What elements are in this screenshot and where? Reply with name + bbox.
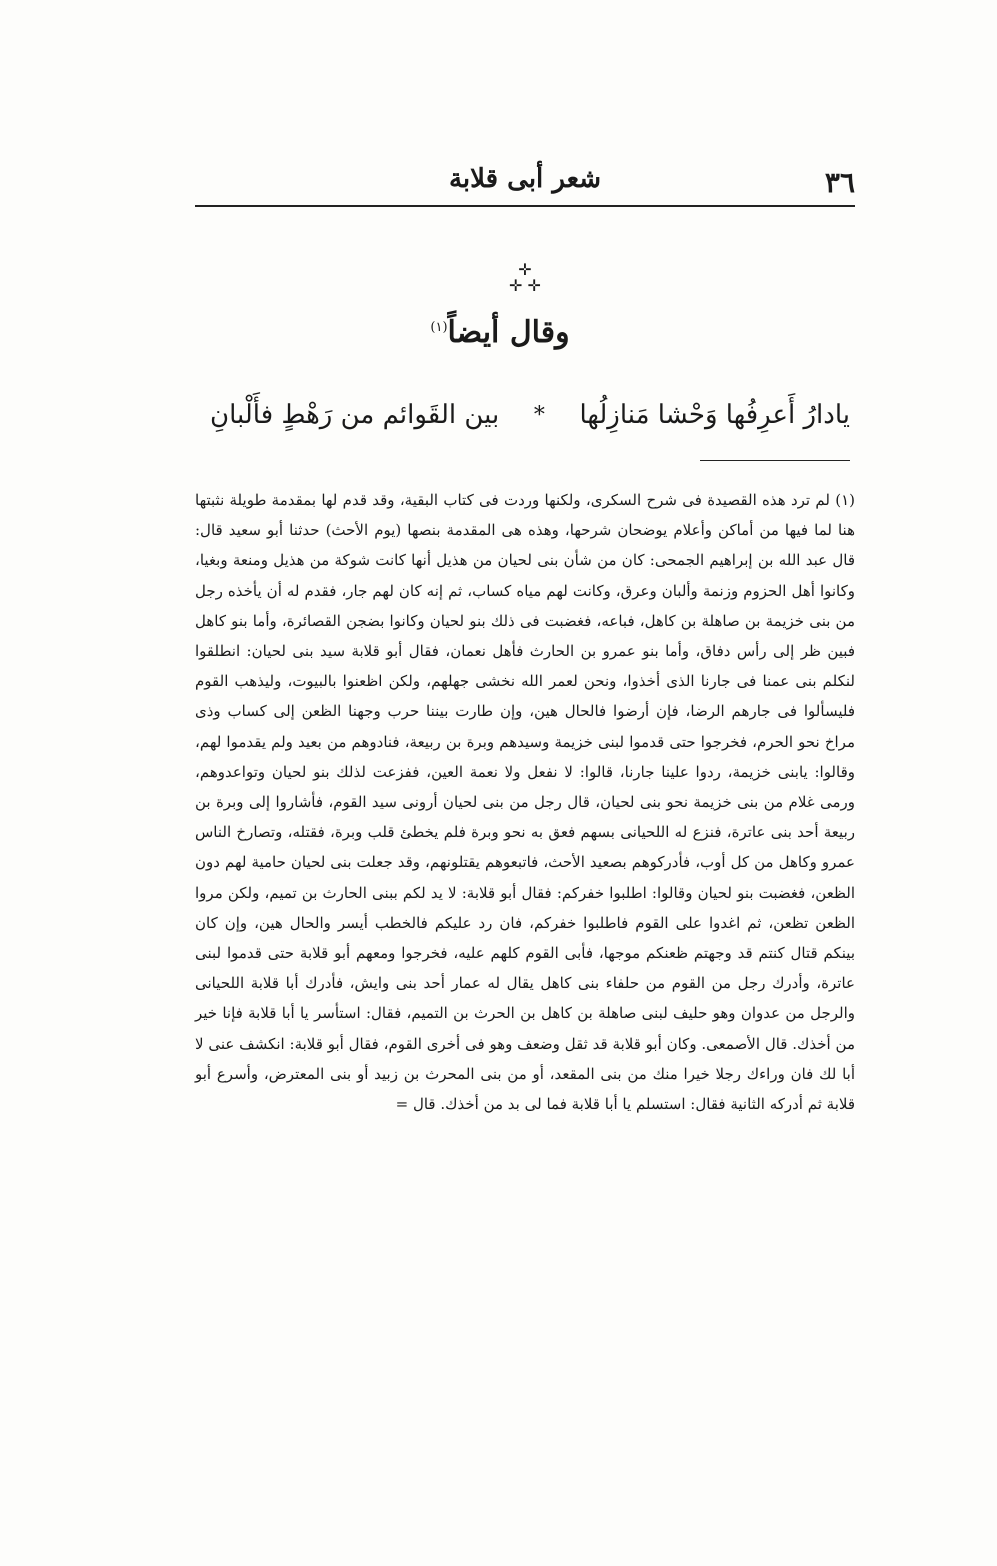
footnote-text: (١) لم ترد هذه القصيدة فى شرح السكرى، ولكنها وردت فى كتاب البقية، وقد قدم لها بمقدمة طويلة نثبتها هنا لما فيها من أماكن وأعلام يوضحان شرحها، وهذه هى المقدمة بنصها (يوم الأحث) حدثنا أبو سعيد قال: قال عبد الله بن إبراهيم الجمحى: كان من شأن بنى لحيان من هذيل أنها كانت شوكة من هذيل ومنعة وبغيا، وكانوا أهل الحزوم وزنمة وألبان وعرق، وكانت لهم مياه كساب، ثم إنه كان لهم جار، فقدم له أن يأخذه رجل من بنى خزيمة بن صاهلة بن كاهل، فباعه، فغضبت فى ذلك بنو لحيان وكانوا بضجن القصائرة، وأما بنو كاهل فبين ظر إلى رأس دفاق، وأما بنو عمرو بن الحارث فأهل نعمان، فقال أبو قلابة سيد بنى لحيان: انطلقوا لنكلم بنى عمنا فى جارنا الذى أخذوا، ونحن لعمر الله نخشى جهلهم، ولكن اظعنوا بالبيوت، وليذهب القوم فليسألوا فى جارهم الرضا، فإن أرضوا فالحال هين، وإن طارت بيننا حرب وجهنا الظعن إلى كساب وذى مراخ نحو الحرم، فخرجوا حتى قدموا لبنى خزيمة وسيدهم وبرة بن ربيعة، فنادوهم من بعيد ولم يقدموا لهم، وقالوا: يابنى خزيمة، ردوا علينا جارنا، قالوا: لا نفعل ولا نعمة العين، ففزعت لذلك بنو لحيان وتواعدوهم، ورمى غلام من بنى خزيمة نحو بنى لحيان، قال رجل من بنى لحيان أرونى سيد القوم، فأشاروا إلى وبرة بن ربيعة أحد بنى عاترة، فنزع له اللحيانى بسهم فعق به نحو وبرة فلم يخطئ قلب وبرة، فقتله، وتصارخ الناس عمرو وكاهل من كل أوب، فأدركوهم بصعيد الأحث، فاتبعوهم يقتلونهم، وقد جعلت بنى لحيان حامية لهم دون الظعن، فغضبت بنو لحيان وقالوا: اطلبوا خفركم: فقال أبو قلابة: لا يد لكم ببنى الحارث بن تميم، ولكن مروا الظعن تظعن، ثم اغدوا على القوم فاطلبوا خفركم، فان رد عليكم فالخطب أيسر والحال هين، وإن كان بينكم قتال كنتم قد وجهتم ظعنكم موجها، فأبى القوم كلهم عليه، فخرجوا ومعهم أبو قلابة حتى قدموا لبنى عاترة، وأدرك رجل من القوم من حلفاء بنى كاهل يقال له عمار أحد بنى وايش، فأدرك أبا قلابة اللحيانى والرجل من عدوان وهو حليف لبنى صاهلة بن كاهل بن الحرث بن التميم، فقال: استأسر يا أبا قلابة فإنا خير من أخذك. قال الأصمعى. وكان أبو قلابة قد ثقل وضعف وهو فى أخرى القوم، فقال أبو قلابة: انكشف عنى لا أبا لك فان وراءك رجلا خيرا منك من بنى المقعد، أو من بنى المحرث بن زبيد أو بنى المعترض، وأسرع أبو قلابة ثم أدركه الثانية فقال: استسلم يا أبا قلابة فما لى بد من أخذك. قال = [195, 491, 855, 1114]
verse-first-hemistich: يادارُ أَعرِفُها وَحْشا مَنازِلُها [579, 400, 850, 430]
footnote-rule [700, 460, 850, 461]
running-title: شعر أبى قلابة [448, 164, 602, 194]
section-title-text: وقال أيضاً [447, 315, 570, 350]
verse-line [210, 385, 850, 445]
page-number: ٣٦ [824, 166, 855, 199]
page-header [195, 160, 855, 200]
verse-separator: * [533, 402, 545, 428]
verse-second-hemistich: بين القَوائم من رَهْطٍ فأَلْبانِ [210, 400, 500, 430]
header-rule [195, 205, 855, 207]
ornament-icon: ✛ ✛ ✛ [509, 260, 541, 295]
footnote-mark: (١) [430, 320, 448, 335]
section-title [340, 315, 660, 365]
footnote-block [195, 485, 855, 1119]
